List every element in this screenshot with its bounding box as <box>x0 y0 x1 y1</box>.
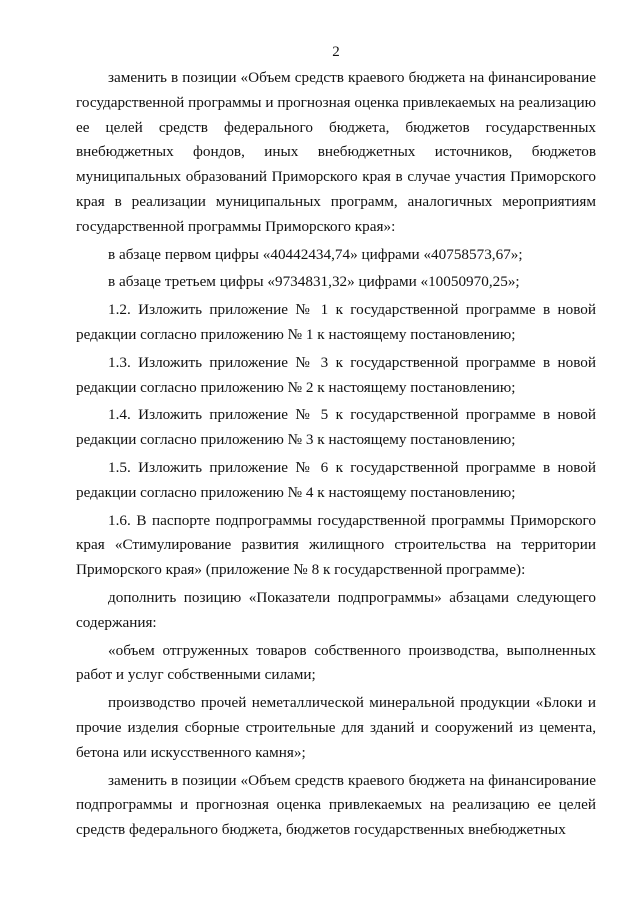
paragraph-item-1-3: 1.3. Изложить приложение № 3 к государственной программе в новой редакции согласно приложению № 2 к настоящему постановлению; <box>76 353 596 396</box>
paragraph-item-1-2: 1.2. Изложить приложение № 1 к государственной программе в новой редакции согласно приложению № 1 к настоящему постановлению; <box>76 301 596 343</box>
paragraph-shipped-goods: «объем отгруженных товаров собственного производства, выполненных работ и услуг собственными силами; <box>76 641 596 684</box>
paragraph-add-indicators: дополнить позицию «Показатели подпрограммы» абзацами следующего содержания: <box>76 588 596 631</box>
page-number: 2 <box>332 44 340 60</box>
paragraph-item-1-4: 1.4. Изложить приложение № 5 к государственной программе в новой редакции согласно приложению № 3 к настоящему постановлению; <box>76 406 596 449</box>
paragraph-item-1-6: 1.6. В паспорте подпрограммы государственной программы Приморского края «Стимулирование развития жилищного строительства на территории Приморского края» (приложение № 8 к государственной программе): <box>76 511 596 579</box>
paragraph-item-1-5: 1.5. Изложить приложение № 6 к государственной программе в новой редакции согласно приложению № 4 к настоящему постановлению; <box>76 458 596 501</box>
paragraph-mineral-production: производство прочей неметаллической минеральной продукции «Блоки и прочие изделия сборные строительные для зданий и сооружений из цемента, бетона или искусственного камня»; <box>76 694 596 761</box>
paragraph-replace-subprogram-budget: заменить в позиции «Объем средств краевого бюджета на финансирование подпрограммы и прогнозная оценка привлекаемых на реализацию ее целей средств федерального бюджета, бюджетов государственных внебюджетных <box>76 771 596 839</box>
paragraph-replace-budget-position: заменить в позиции «Объем средств краевого бюджета на финансирование государственной программы и прогнозная оценка привлекаемых на реализацию ее целей средств федерального бюджета, бюджетов государственных внебюджетных фондов, иных внебюджетных источников, бюджетов муниципальных образований Приморского края в случае участия Приморского края в реализации муниципальных программ, аналогичных мероприятиям государственной программы Приморского края»: <box>76 69 596 235</box>
paragraph-first-abzac: в абзаце первом цифры «40442434,74» цифрами «40758573,67»; <box>108 245 523 263</box>
paragraph-third-abzac: в абзаце третьем цифры «9734831,32» цифрами «10050970,25»; <box>108 273 520 291</box>
